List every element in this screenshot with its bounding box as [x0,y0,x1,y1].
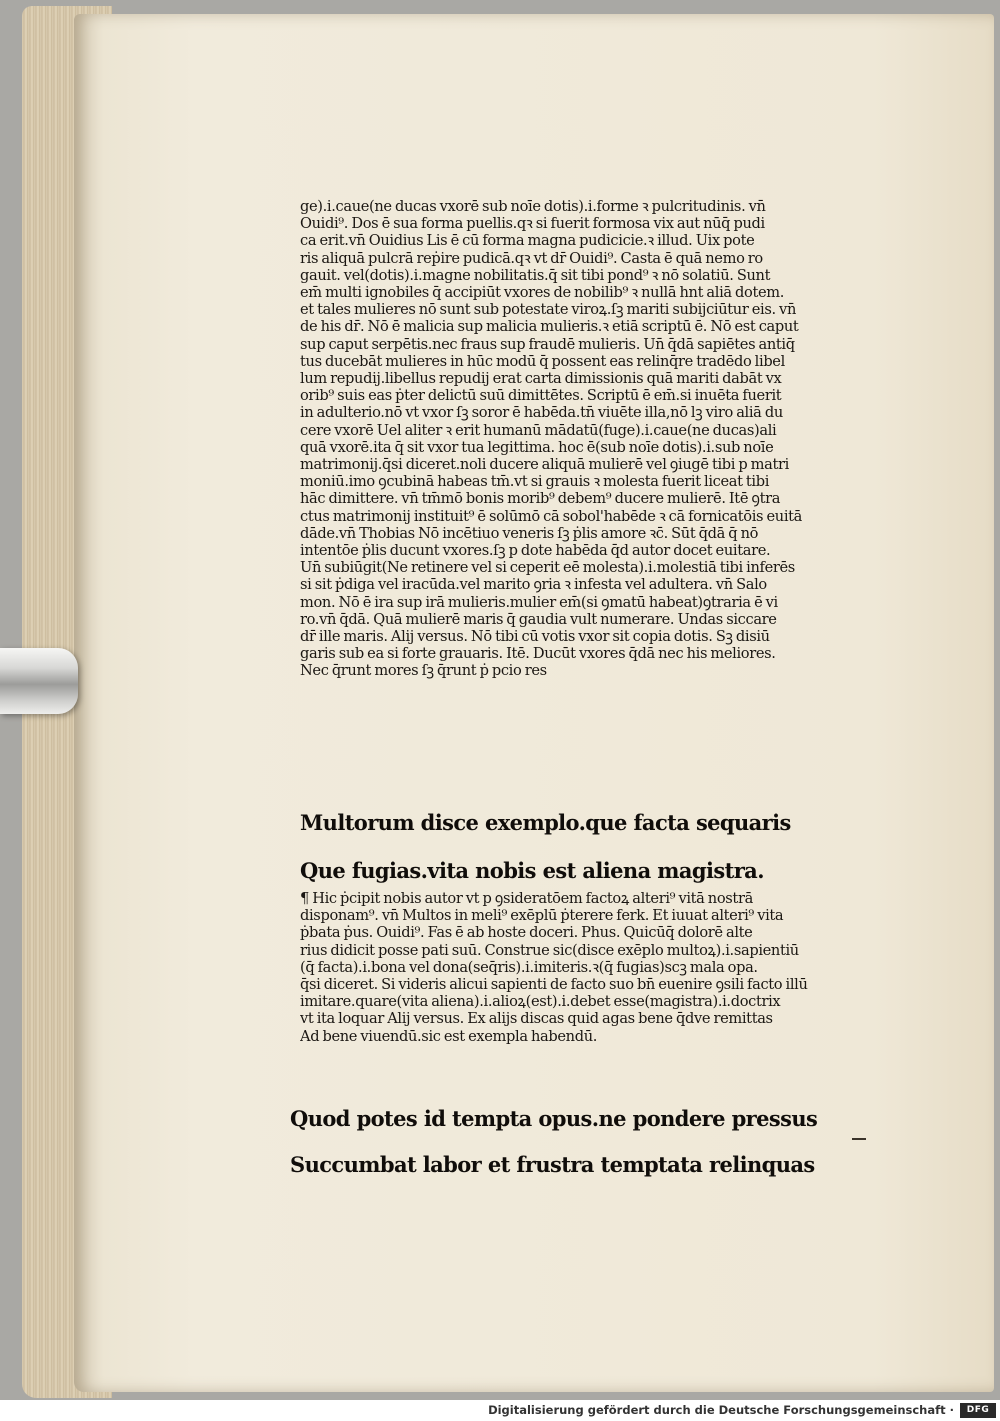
footer-bar [0,1400,1000,1421]
text-line: hāc dimittere. vn̄ tm̄mō bonis morib⁹ debem⁹ ducere mulierē. Itē ꝯtra [300,490,781,508]
text-line: intentōe ṗlis ducunt vxores.ſꝫ p dote habēda q̄d autor docet euitare. [300,542,771,560]
text-line: Ad bene viuendū.sic est exempla habendū. [300,1027,598,1045]
text-line: (q̄ facta).i.bona vel dona(seq̄ris).i.imiteris.ꝛ(q̄ fugias)scꝫ mala opa. [300,958,758,976]
text-line: si sit ṗdiga vel iracūda.vel marito ꝯria ꝛ infesta vel adultera. vn̄ Salo [300,576,767,594]
text-line: Nec q̄runt mores ſꝫ q̄runt ṗ pcio res [300,662,547,680]
text-line: cere vxorē Uel aliter ꝛ erit humanū mādatū(fuge).i.caue(ne ducas)ali [300,421,777,439]
text-line: lum repudij.libellus repudij erat carta dimissionis quā mariti dabāt vx [300,370,782,388]
text-line: q̄si diceret. Si videris alicui sapienti de facto suo bn̄ euenire ꝯsili facto illū [300,976,808,994]
text-line: moniū.imo ꝯcubinā habeas tm̄.vt si grauis ꝛ molesta fuerit liceat tibi [300,473,770,491]
text-line: vt ita loquar Alij versus. Ex alijs discas quid agas bene q̄dve remittas [300,1010,773,1028]
commentary-block-2 [300,890,890,1045]
text-line: imitare.quare(vita aliena).i.alioꝝ(est).i.debet esse(magistra).i.doctrix [300,993,781,1011]
text-line: ris aliquā pulcrā reṗire pudicā.qꝛ vt dr̄ Ouidi⁹. Casta ē quā nemo ro [300,249,763,267]
text-line: in adulterio.nō vt vxor ſꝫ soror ē habēda.tn̄ viuēte illa,nō lꝫ viro aliā du [300,404,783,422]
text-line: em̄ multi ignobiles q̄ accipiūt vxores de nobilib⁹ ꝛ nullā h̄nt aliā dotem. [300,284,785,302]
text-line: orib⁹ suis eas ṗter delictū suū dimittētes. Scriptū ē em̄.si inuēta fuerit [300,387,782,405]
text-line: matrimonij.q̄si diceret.noli ducere aliquā mulierē vel ꝯiugē tibi p matri [300,456,789,474]
text-line: Un̄ subiūgit(Ne retinere vel si ceperit eē molesta).i.molestiā tibi inferēs [300,559,795,577]
text-line: dr̄ ille maris. Alij versus. Nō tibi cū votis vxor sit copia dotis. Sꝫ disiū [300,628,770,646]
commentary-block-1 [300,198,895,680]
book-holder-rod [0,648,78,714]
text-line: gauit. vel(dotis).i.magne nobilitatis.q̄ sit tibi pond⁹ ꝛ nō solatiū. Sunt [300,266,771,284]
text-line: ge).i.caue(ne ducas vxorē sub noīe dotis).i.forme ꝛ pulcritudinis. vn̄ [300,198,766,215]
text-line: tus ducebāt mulieres in hūc modū q̄ possent eas relinq̄re tradēdo libel [300,352,785,370]
margin-mark [852,1138,866,1140]
text-line: et tales mulieres nō sunt sub potestate viroꝝ.ſꝫ mariti subijciūtur eis. vn̄ [300,301,797,319]
verse-line: Succumbat labor et frustra temptata relinquas [290,1152,815,1177]
text-line: sup caput serpētis.nec fraus sup fraudē mulieris. Un̄ q̄dā sapiētes antiq̄ [300,335,795,353]
text-line: ¶ Hic ṗcipit nobis autor vt p ꝯsideratōem factoꝝ alteri⁹ vitā nostrā [300,890,753,907]
verse-line: Quod potes id tempta opus.ne pondere pressus [290,1106,818,1131]
text-line: ro.vn̄ q̄dā. Quā mulierē maris q̄ gaudia vult numerare. Undas siccare [300,610,777,628]
text-line: Ouidi⁹. Dos ē sua forma puellis.qꝛ si fuerit formosa vix aut nūq̄ pudi [300,215,765,233]
verse-line: Que fugias.vita nobis est aliena magistra. [300,858,764,883]
text-line: garis sub ea si forte grauaris. Itē. Ducūt vxores q̄dā nec his meliores. [300,645,776,663]
text-line: de his dr̄. Nō ē malicia sup malicia mulieris.ꝛ etiā scriptū ē. Nō est caput [300,318,799,336]
text-line: ca erit.vn̄ Ouidius Lis ē cū forma magna pudicicie.ꝛ illud. Uix pote [300,232,755,250]
verse-line: Multorum disce exemplo.que facta sequaris [300,810,791,835]
text-line: quā vxorē.ita q̄ sit vxor tua legittima. hoc ē(sub noīe dotis).i.sub noīe [300,438,774,456]
funding-credit: Digitalisierung gefördert durch die Deutsche Forschungsgemeinschaft · [488,1403,954,1417]
text-line: mon. Nō ē ira sup irā mulieris.mulier em̄(si ꝯmatū habeat)ꝯtraria ē vi [300,593,778,611]
text-line: dāde.vn̄ Thobias Nō incētiuo veneris ſꝫ ṗlis amore ꝛc̄. Sūt q̄dā q̄ nō [300,524,759,542]
text-line: ṗbata ṗus. Ouidi⁹. Fas ē ab hoste doceri. Phus. Quicūq̄ dolorē alte [300,924,753,942]
text-line: disponam⁹. vn̄ Multos in meli⁹ exēplū ṗterere ferk. Et iuuat alteri⁹ vita [300,907,784,925]
text-line: rius didicit posse pati suū. Construe sic(disce exēplo multoꝝ).i.sapientiū [300,941,799,959]
dfg-logo: DFG [960,1403,996,1418]
text-line: ctus matrimonij instituit⁹ ē solūmō cā sobol'habēde ꝛ cā fornicatōis euitā [300,507,803,525]
